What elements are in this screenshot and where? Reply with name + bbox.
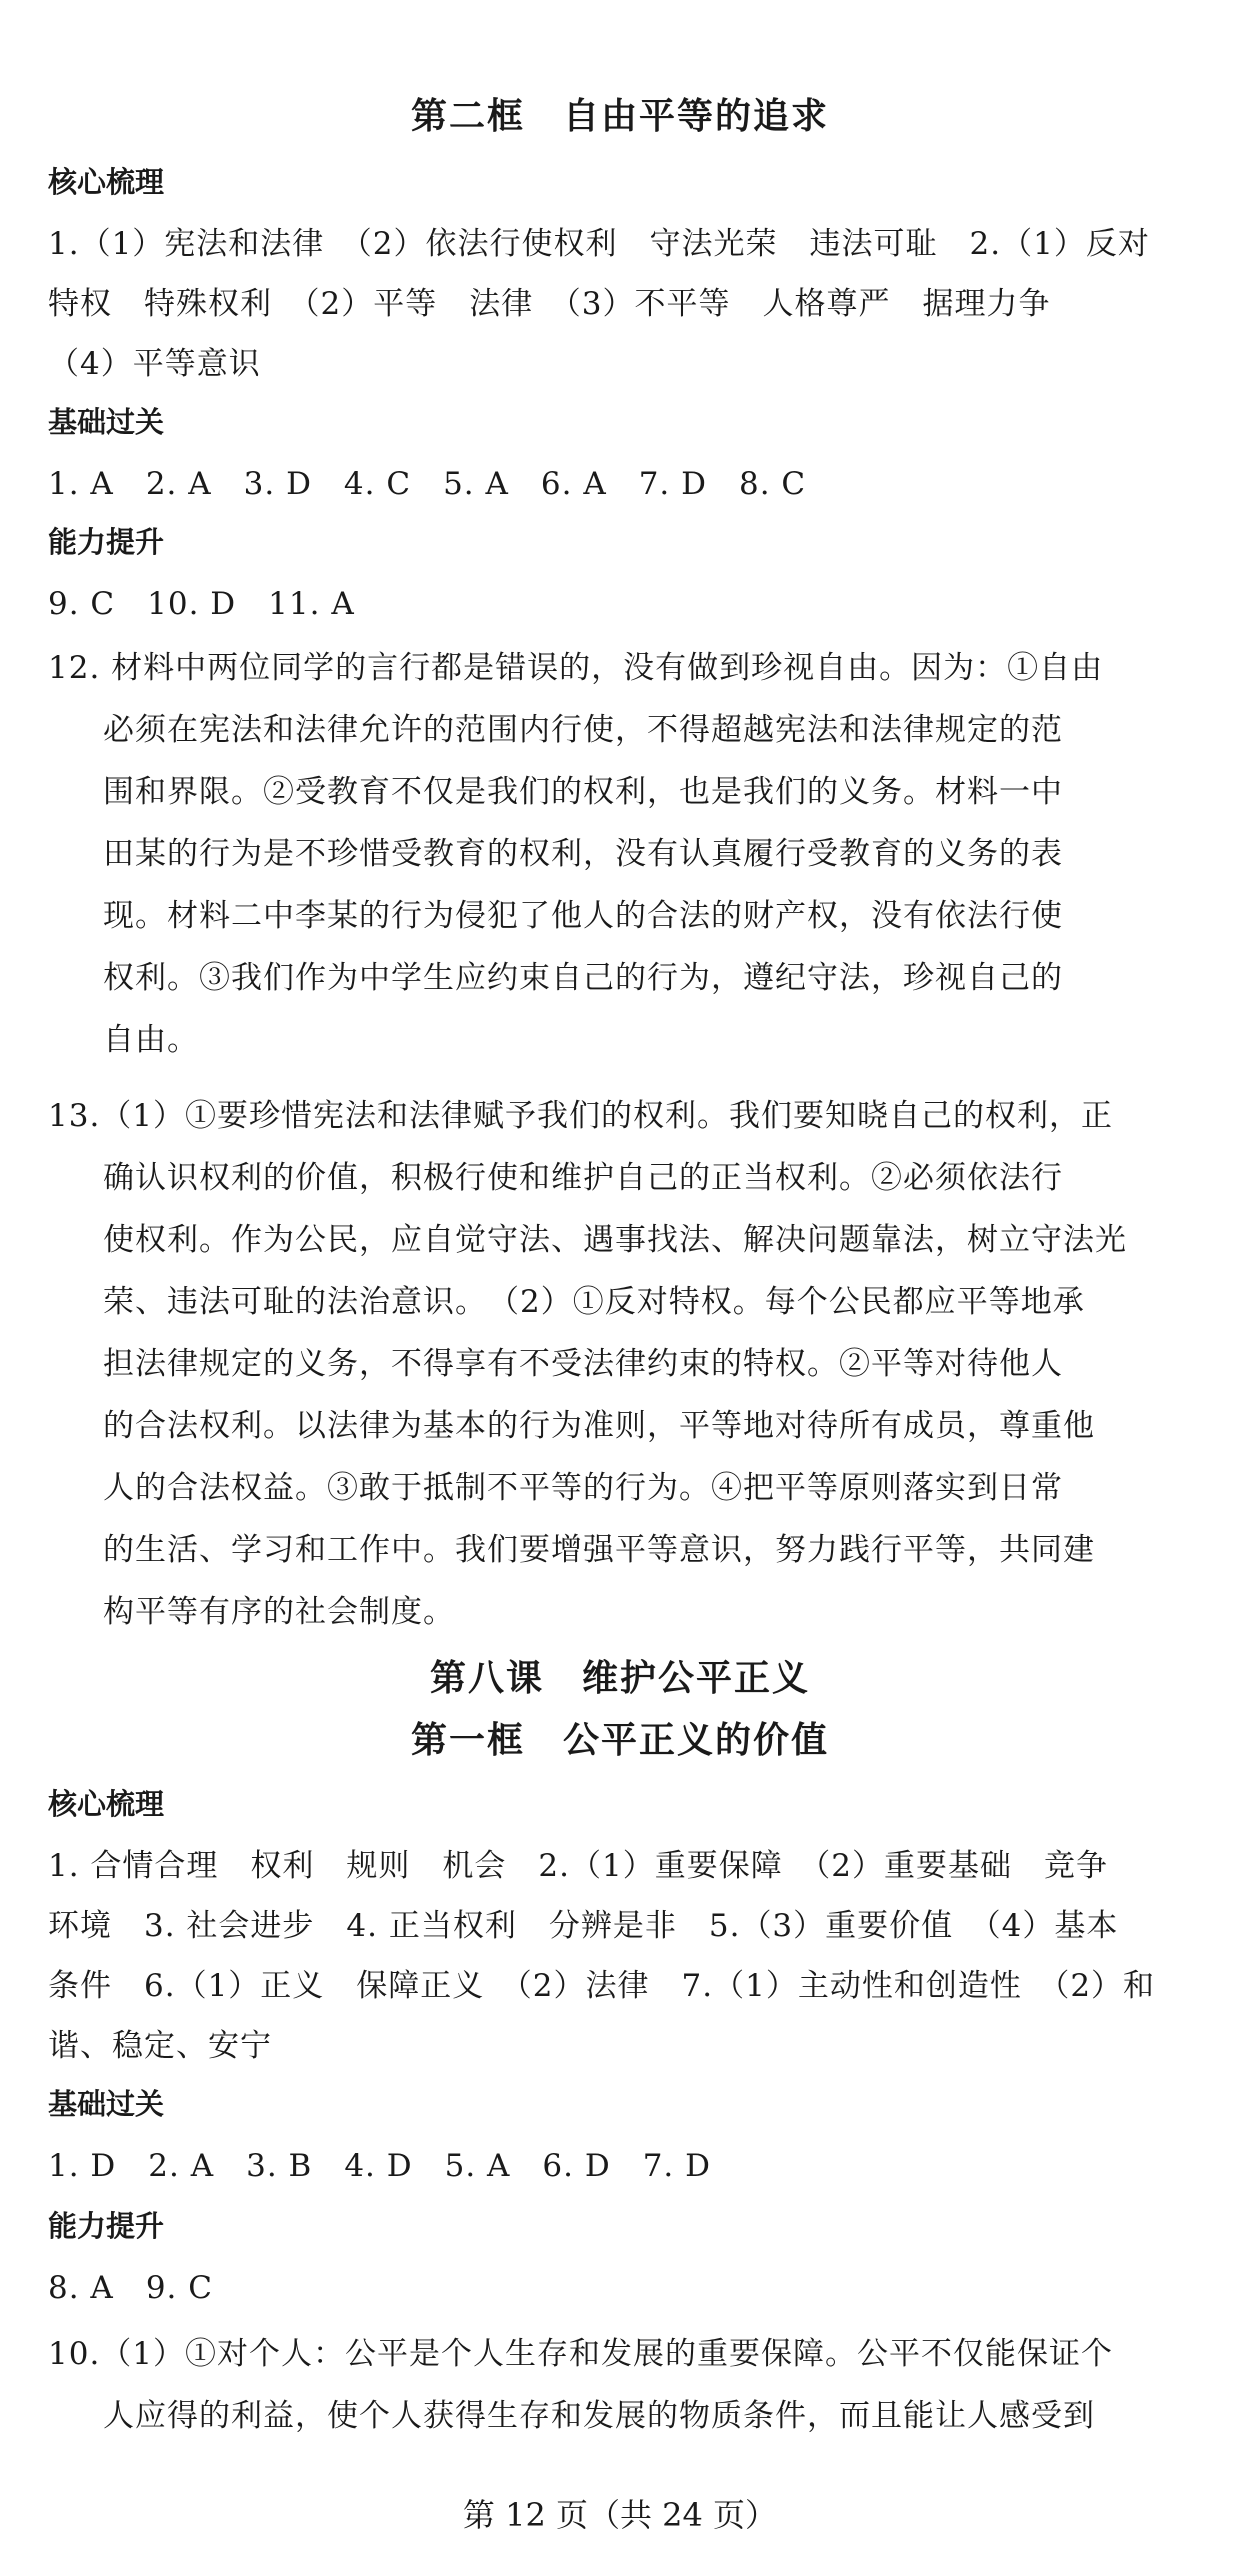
q13-answer-line: 确认识权利的价值，积极行使和维护自己的正当权利。②必须依法行 <box>103 1160 1063 1196</box>
q12-answer-line: 权利。③我们作为中学生应约束自己的行为，遵纪守法，珍视自己的 <box>103 960 1063 996</box>
core-summary-line: 谐、稳定、安宁 <box>48 2028 272 2064</box>
q13-answer-line: 担法律规定的义务，不得享有不受法律约束的特权。②平等对待他人 <box>103 1346 1063 1382</box>
q13-answer-line: 荣、违法可耻的法治意识。 （2）①反对特权。每个公民都应平等地承 <box>103 1284 1085 1320</box>
q13-answer-line: 的合法权利。以法律为基本的行为准则，平等地对待所有成员，尊重他 <box>103 1408 1095 1444</box>
lesson-title: 第八课 维护公平正义 <box>429 1658 810 1699</box>
q13-answer-line: 人的合法权益。③敢于抵制不平等的行为。④把平等原则落实到日常 <box>103 1470 1063 1506</box>
q13-answer-line: 构平等有序的社会制度。 <box>103 1594 455 1630</box>
q12-answer-line: 田某的行为是不珍惜受教育的权利，没有认真履行受教育的义务的表 <box>103 836 1063 872</box>
core-summary-line: 环境 3. 社会进步 4. 正当权利 分辨是非 5.（3）重要价值 （4）基本 <box>48 1908 1119 1944</box>
core-summary-heading: 核心梳理 <box>48 1787 165 1821</box>
core-summary-line: 特权 特殊权利 （2）平等 法律 （3）不平等 人格尊严 据理力争 <box>48 286 1051 322</box>
q12-answer-line: 必须在宪法和法律允许的范围内行使，不得超越宪法和法律规定的范 <box>103 712 1063 748</box>
q10-answer-line: 人应得的利益，使个人获得生存和发展的物质条件，而且能让人感受到 <box>103 2398 1095 2434</box>
q10-answer-line: 10.（1）①对个人：公平是个人生存和发展的重要保障。公平不仅能保证个 <box>48 2336 1114 2372</box>
basic-practice-answers: 1. A 2. A 3. D 4. C 5. A 6. A 7. D 8. C <box>48 466 807 502</box>
basic-practice-heading: 基础过关 <box>48 405 165 439</box>
core-summary-line: 条件 6.（1）正义 保障正义 （2）法律 7.（1）主动性和创造性 （2）和 <box>48 1968 1156 2004</box>
section-title-fairness-value: 第一框 公平正义的价值 <box>410 1720 829 1761</box>
section-title-free-equal: 第二框 自由平等的追求 <box>410 96 829 137</box>
q13-answer-line: 使权利。作为公民，应自觉守法、遇事找法、解决问题靠法，树立守法光 <box>103 1222 1127 1258</box>
q13-answer-line: 13.（1）①要珍惜宪法和法律赋予我们的权利。我们要知晓自己的权利，正 <box>48 1098 1114 1134</box>
basic-practice-answers: 1. D 2. A 3. B 4. D 5. A 6. D 7. D <box>48 2148 711 2184</box>
q13-answer-line: 的生活、学习和工作中。我们要增强平等意识，努力践行平等，共同建 <box>103 1532 1095 1568</box>
ability-heading: 能力提升 <box>48 525 165 559</box>
q12-answer-line: 围和界限。②受教育不仅是我们的权利，也是我们的义务。材料一中 <box>103 774 1063 810</box>
core-summary-line: （4）平等意识 <box>48 346 261 382</box>
ability-answers: 9. C 10. D 11. A <box>48 586 355 622</box>
q12-answer-line: 12. 材料中两位同学的言行都是错误的，没有做到珍视自由。因为：①自由 <box>48 650 1104 686</box>
ability-heading: 能力提升 <box>48 2209 165 2243</box>
page-number-footer: 第 12 页（共 24 页） <box>462 2496 778 2534</box>
core-summary-line: 1.（1）宪法和法律 （2）依法行使权利 守法光荣 违法可耻 2.（1）反对 <box>48 226 1150 262</box>
q12-answer-line: 现。材料二中李某的行为侵犯了他人的合法的财产权，没有依法行使 <box>103 898 1063 934</box>
ability-answers: 8. A 9. C <box>48 2270 213 2306</box>
basic-practice-heading: 基础过关 <box>48 2087 165 2121</box>
q12-answer-line: 自由。 <box>103 1022 199 1058</box>
core-summary-line: 1. 合情合理 权利 规则 机会 2.（1）重要保障 （2）重要基础 竞争 <box>48 1848 1108 1884</box>
core-summary-heading: 核心梳理 <box>48 165 165 199</box>
